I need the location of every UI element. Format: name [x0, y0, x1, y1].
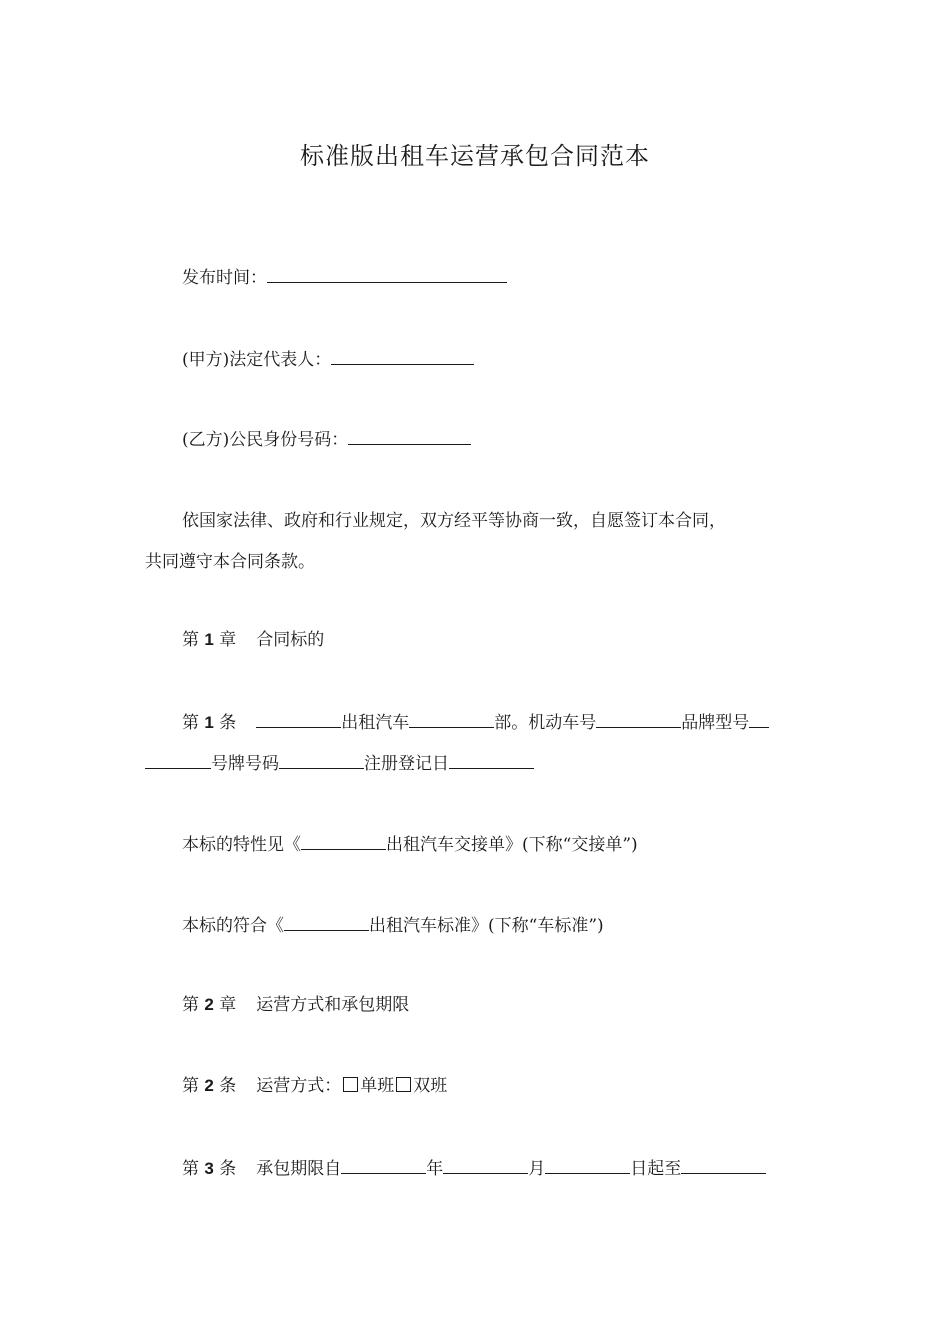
article-3-text-3: 月	[528, 1159, 546, 1179]
article-1-text-2: 部。机动车号	[494, 713, 597, 733]
article-3-text-2: 年	[426, 1159, 444, 1179]
article-2-num: 2	[204, 1076, 214, 1095]
article-3-num: 3	[204, 1159, 214, 1178]
chapter-1-title: 合同标的	[256, 630, 325, 650]
article-3-suffix: 条	[219, 1159, 237, 1179]
brand-model-blank-start[interactable]	[749, 709, 769, 728]
chapter-1-prefix: 第	[182, 630, 199, 650]
spec-text-1: 本标的特性见《	[182, 835, 301, 855]
start-month-blank[interactable]	[443, 1155, 528, 1174]
standard-text-1: 本标的符合《	[182, 916, 284, 936]
chapter-1-heading	[182, 628, 324, 652]
publish-time-blank[interactable]	[267, 264, 507, 283]
article-2-line	[182, 1074, 447, 1098]
party-b-label: (乙方)公民身份号码：	[182, 430, 349, 450]
party-a-line	[182, 346, 474, 372]
start-day-blank[interactable]	[545, 1155, 630, 1174]
double-shift-checkbox[interactable]	[396, 1077, 411, 1092]
preamble-line-1: 依国家法律、政府和行业规定，双方经平等协商一致，自愿签订本合同，	[182, 511, 726, 531]
document-title: 标准版出租车运营承包合同范本	[300, 142, 650, 170]
party-b-line	[182, 426, 471, 452]
end-date-blank[interactable]	[681, 1155, 766, 1174]
article-2-prefix: 第	[182, 1076, 199, 1096]
article-1-text-1: 出租汽车	[341, 713, 410, 733]
preamble-line-2: 共同遵守本合同条款。	[145, 552, 315, 572]
spec-line	[182, 831, 638, 857]
brand-model-blank-end[interactable]	[145, 750, 211, 769]
standard-line	[182, 912, 604, 938]
chapter-2-title: 运营方式和承包期限	[256, 995, 410, 1015]
article-3-line	[182, 1155, 766, 1181]
party-a-label: (甲方)法定代表人：	[182, 350, 332, 370]
article-2-suffix: 条	[219, 1076, 237, 1096]
article-1-line-2	[145, 750, 534, 776]
spec-company-blank[interactable]	[301, 831, 386, 850]
chapter-2-prefix: 第	[182, 995, 199, 1015]
single-shift-checkbox[interactable]	[343, 1077, 358, 1092]
article-1-prefix: 第	[182, 713, 199, 733]
chapter-2-heading	[182, 993, 409, 1017]
article-1-text-3: 品牌型号	[681, 713, 750, 733]
start-year-blank[interactable]	[341, 1155, 426, 1174]
vehicle-count-blank[interactable]	[256, 709, 341, 728]
article-1-suffix: 条	[219, 713, 237, 733]
chapter-1-num: 1	[204, 630, 214, 649]
publish-time-line	[182, 264, 507, 290]
article-3-text-1: 承包期限自	[256, 1159, 342, 1179]
unit-blank[interactable]	[409, 709, 494, 728]
article-1-text-4: 号牌号码	[211, 754, 279, 774]
spec-text-2: 出租汽车交接单》(下称“交接单”)	[386, 835, 638, 855]
operation-mode-label: 运营方式：	[256, 1076, 342, 1096]
vehicle-number-blank[interactable]	[596, 709, 681, 728]
publish-time-label: 发布时间：	[182, 268, 267, 288]
plate-number-blank[interactable]	[279, 750, 364, 769]
article-1-line-1	[182, 709, 769, 735]
single-shift-label: 单班	[360, 1076, 395, 1096]
article-3-text-4: 日起至	[630, 1159, 682, 1179]
party-b-blank[interactable]	[348, 426, 471, 445]
chapter-2-num: 2	[204, 995, 214, 1014]
chapter-2-suffix: 章	[219, 995, 237, 1015]
party-a-blank[interactable]	[331, 346, 474, 365]
article-3-prefix: 第	[182, 1159, 199, 1179]
article-1-num: 1	[204, 713, 214, 732]
article-1-text-5: 注册登记日	[364, 754, 449, 774]
double-shift-label: 双班	[413, 1076, 448, 1096]
registration-date-blank[interactable]	[449, 750, 534, 769]
standard-text-2: 出租汽车标准》(下称“车标准”)	[369, 916, 604, 936]
standard-company-blank[interactable]	[284, 912, 369, 931]
chapter-1-suffix: 章	[219, 630, 237, 650]
